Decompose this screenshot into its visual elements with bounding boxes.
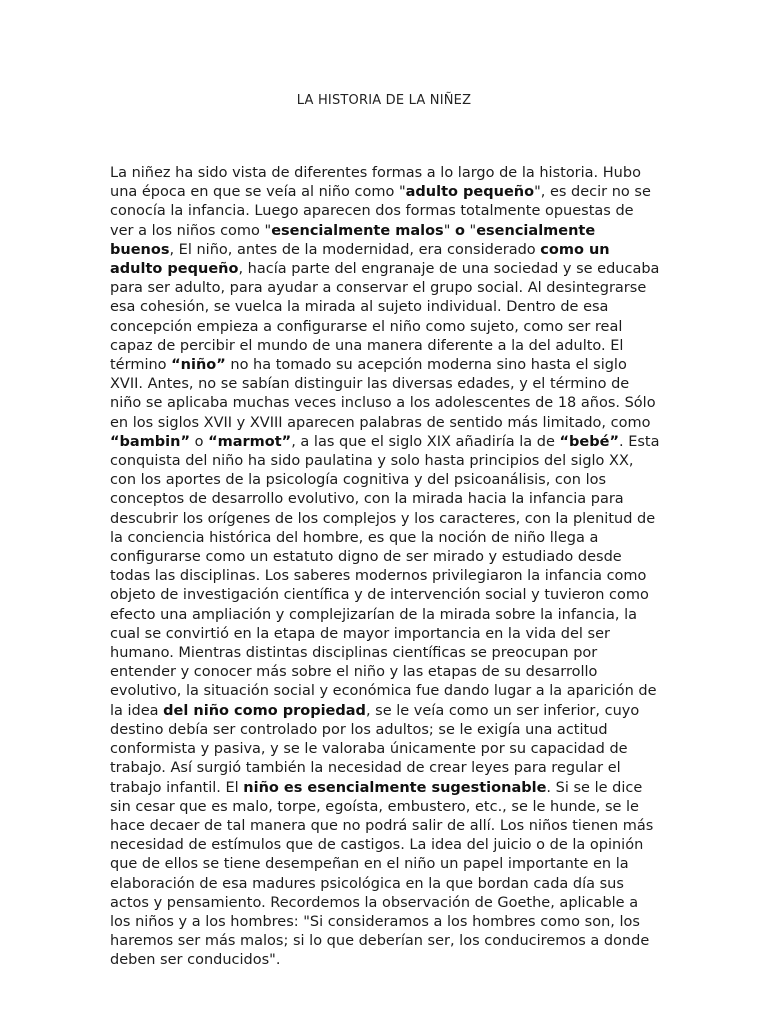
bold-text-run: “niño”: [171, 357, 226, 374]
bold-text-run: niño es esencialmente sugestionable: [243, 779, 547, 796]
bold-text-run: “bambin”: [110, 433, 191, 450]
text-run: . Si se le dice sin cesar que es malo, torpe, egoísta, embustero, etc., se le hunde, se le hace decaer de tal manera que no podrá salir de allí. Los niños tienen más necesidad de estímulos que de castigos. La idea del juicio o de la opinión que de ellos se tiene desempeñan en el niño un papel importante en la elaboración de esa madures psicológica en la que bordan cada día sus actos y pensamiento. Recordemos la observación de Goethe, aplicable a los niños y a los hombres: "Si consideramos a los hombres como son, los haremos ser más malos; si lo que deberían ser, los conduciremos a donde deben ser conducidos".: [110, 779, 654, 969]
document-title: LA HISTORIA DE LA NIÑEZ: [296, 93, 472, 108]
text-run: , hacía parte del engranaje de una sociedad y se educaba para ser adulto, para ayudar a conservar el grupo social. Al desintegrarse esa cohesión, se vuelca la mirada al sujeto individual. Dentro de esa concepción empieza a configurarse el niño como sujeto, como ser real capaz de percibir el mundo de una manera diferente a la del adulto. El término: [110, 261, 660, 374]
text-run: ", es decir no se conocía la infancia. Luego aparecen dos formas totalmente opuestas de ver a los niños como ": [110, 184, 651, 239]
text-run: , se le veía como un ser inferior, cuyo destino debía ser controlado por los adultos; se le exigía una actitud conformista y pasiva, y se le valoraba únicamente por su capacidad de trabajo. Así surgió también la necesidad de crear leyes para regular el trabajo infantil. El: [110, 702, 640, 796]
bold-text-run: del niño como propiedad: [163, 702, 366, 719]
text-run: . Esta conquista del niño ha sido paulatina y solo hasta principios del siglo XX, con los aportes de la psicología cognitiva y del psicoanálisis, con los conceptos de desarrollo evolutivo, con la mirada hacia la infancia para descubrir los orígenes de los complejos y los caracteres, con la plenitud de la conciencia histórica del hombre, es que la noción de niño llega a configurarse como un estatuto digno de ser mirado y estudiado desde todas las disciplinas. Los saberes modernos privilegiaron la infancia como objeto de investigación científica y de intervención social y tuvieron como efecto una ampliación y complejizarían de la mirada sobre la infancia, la cual se convirtió en la etapa de mayor importancia en la vida del ser humano. Mientras distintas disciplinas científicas se preocupan por entender y conocer más sobre el niño y las etapas de su desarrollo evolutivo, la situación social y económica fue dando lugar a la aparición de la idea: [110, 433, 660, 719]
text-run: La niñez ha sido vista de diferentes formas a lo largo de la historia. Hubo una época en que se veía al niño como ": [110, 165, 641, 201]
bold-text-run: esencialmente buenos: [110, 222, 596, 258]
text-run: o: [190, 433, 209, 450]
text-run: ": [443, 222, 455, 239]
bold-text-run: “bebé”: [559, 433, 619, 450]
text-run: ": [464, 222, 477, 239]
text-run: no ha tomado su acepción moderna sino hasta el siglo XVII. Antes, no se sabían distinguir las diversas edades, y el término de niño se aplicaba muchas veces incluso a los adolescentes de 18 años. Sólo en los siglos XVII y XVIII aparecen palabras de sentido más limitado, como: [110, 357, 656, 431]
text-run: , El niño, antes de la modernidad, era considerado: [169, 241, 541, 258]
bold-text-run: “marmot”: [208, 433, 292, 450]
bold-text-run: o: [454, 222, 465, 239]
bold-text-run: adulto pequeño: [405, 184, 535, 201]
document-body-paragraph: [110, 164, 660, 971]
bold-text-run: esencialmente malos: [271, 222, 444, 239]
bold-text-run: como un adulto pequeño: [110, 241, 610, 278]
text-run: , a las que el siglo XIX añadiría la de: [291, 433, 560, 450]
